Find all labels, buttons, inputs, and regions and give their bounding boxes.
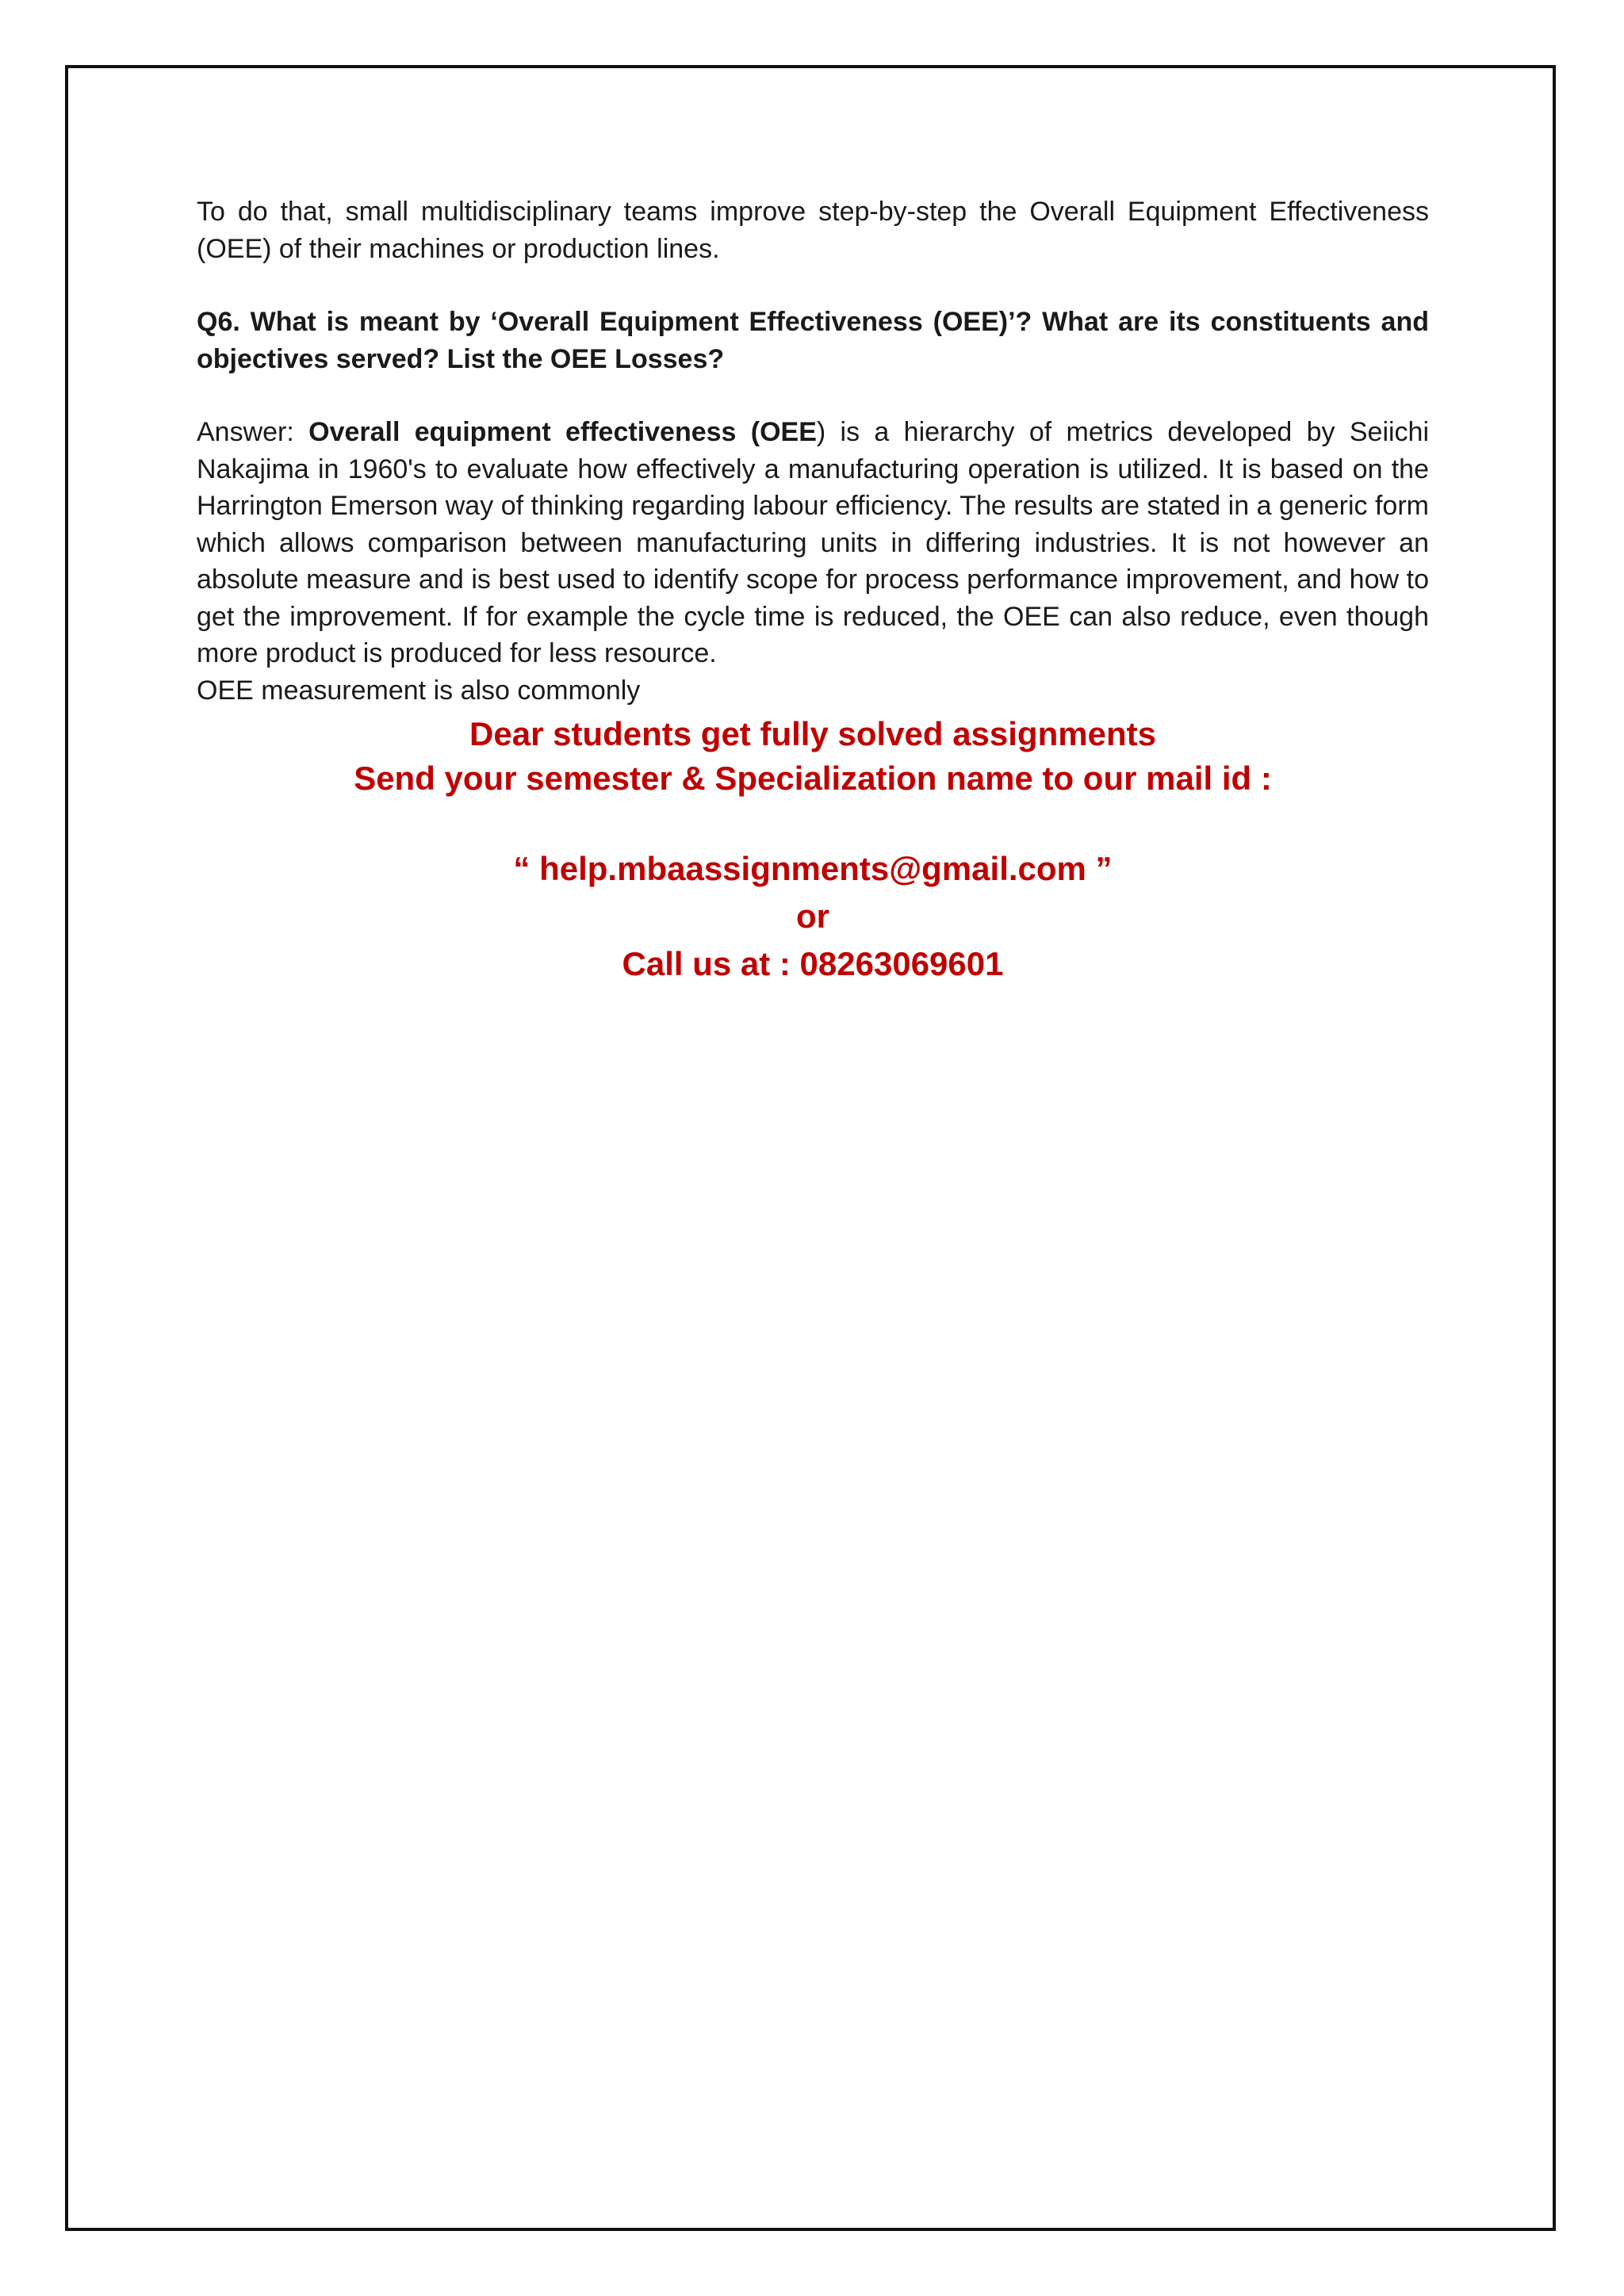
promo-email: “ help.mbaassignments@gmail.com ” xyxy=(513,850,1113,887)
promo-or: or xyxy=(796,897,829,935)
intro-paragraph: To do that, small multidisciplinary teams improve step-by-step the Overall Equipment Effectiveness (OEE) of their machines or production lines. xyxy=(197,197,1429,264)
answer-prefix: Answer: xyxy=(197,417,309,447)
question-heading: Q6. What is meant by ‘Overall Equipment Effectiveness (OEE)’? What are its constituents and objectives served? List the OEE Losses? xyxy=(197,307,1429,374)
promo-spacer xyxy=(197,801,1429,845)
paragraph-spacer xyxy=(197,377,1429,414)
promo-block xyxy=(197,712,1429,988)
answer-bold-term: Overall equipment effectiveness (OEE xyxy=(308,417,817,447)
promo-line-2: Send your semester & Specialization name to our mail id : xyxy=(354,760,1272,797)
answer-trailing-line: OEE measurement is also commonly xyxy=(197,675,641,706)
answer-paragraph xyxy=(197,414,1429,672)
answer-body: ) is a hierarchy of metrics developed by Seiichi Nakajima in 1960's to evaluate how effectively a manufacturing operation is utilized. It is based on the Harrington Emerson way of thinking regarding labour efficiency. The results are stated in a generic form which allows comparison between manufacturing units in differing industries. It is not however an absolute measure and is best used to identify scope for process performance improvement, and how to get the improvement. If for example the cycle time is reduced, the OEE can also reduce, even though more product is produced for less resource. xyxy=(197,417,1430,668)
promo-call: Call us at : 08263069601 xyxy=(622,945,1004,982)
document-body xyxy=(197,193,1429,988)
promo-line-1: Dear students get fully solved assignments xyxy=(469,715,1156,752)
paragraph-spacer xyxy=(197,267,1429,304)
